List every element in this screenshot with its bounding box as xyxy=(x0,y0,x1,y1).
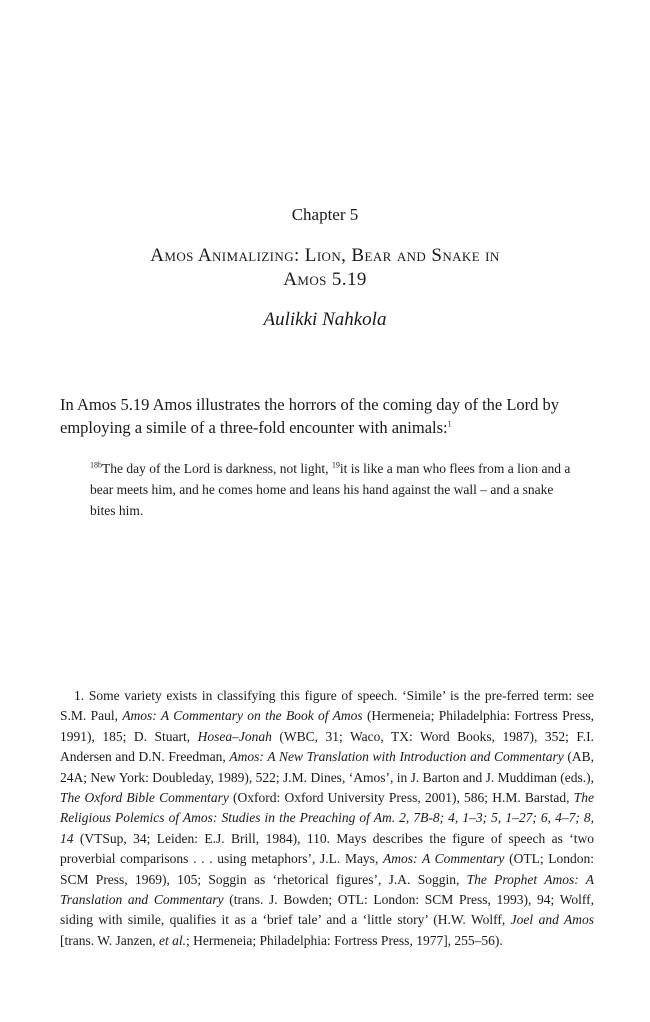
footnote-segment: 1. Some variety exists in classifying this figure of speech. ‘Simile’ is the pre-ferred term: see S.M. Paul, xyxy=(60,688,594,724)
footnote-segment: (VTSup, 34; Leiden: E.J. Brill, 1984), 110. Mays describes the figure of speech as ‘two proverbial comparisons . . . using metaphors’, J.L. Mays, xyxy=(60,830,594,867)
chapter-label: Chapter 5 xyxy=(291,205,359,224)
footnote-segment: (AB, 24A; New York: Doubleday, 1989), 522; J.M. Dines, ‘Amos’, in J. Barton and J. Muddiman (eds.), xyxy=(60,749,594,785)
footnote-segment: ; Hermeneia; Philadelphia: Fortress Press, 1977], 255–56). xyxy=(185,932,503,948)
latin-abbreviation: et al. xyxy=(158,932,186,948)
book-title: The Religious Polemics of Amos: Studies in the Preaching of Am. 2, 7B-8; 4, 1–3; 5, 1–27; 6, 4–7; 8, 14 xyxy=(60,790,594,846)
footnote-segment: (trans. J. Bowden; OTL: London: SCM Press, 1993), 94; Wolff, siding with simile, qualifies it as a ‘brief tale’ and a ‘little story’ (H.W. Wolff, xyxy=(60,892,594,928)
footnote-segment: (WBC, 31; Waco, TX: Word Books, 1987), 352; F.I. Andersen and D.N. Freedman, xyxy=(60,728,594,765)
verse-number: 19 xyxy=(331,460,340,470)
footnote-segment: [trans. W. Janzen, xyxy=(60,932,159,948)
verse-text: it is like a man who flees from a lion and a bear meets him, and he comes home and leans his hand against the wall – and a snake bites him. xyxy=(90,461,571,518)
footnote-segment: (Oxford: Oxford University Press, 2001), 586; H.M. Barstad, xyxy=(228,790,574,806)
book-title: Joel and Amos xyxy=(510,912,594,928)
scripture-quotation xyxy=(90,458,580,521)
chapter-title-line-1: Amos Animalizing: Lion, Bear and Snake in xyxy=(150,245,500,266)
chapter-title xyxy=(90,244,560,292)
book-title: Amos: A New Translation with Introduction and Commentary xyxy=(229,749,564,765)
chapter-author: Aulikki Nahkola xyxy=(263,309,387,330)
verse-text: The day of the Lord is darkness, not light, xyxy=(102,461,332,476)
footnote xyxy=(60,686,594,951)
intro-text: In Amos 5.19 Amos illustrates the horrors of the coming day of the Lord by employing a simile of a three-fold encounter with animals: xyxy=(60,395,560,437)
verse-number: 18b xyxy=(90,460,102,470)
footnote-segment: (Hermeneia; Philadelphia: Fortress Press, 1991), 185; D. Stuart, xyxy=(60,708,595,744)
footnote-segment: (OTL; London: SCM Press, 1969), 105; Soggin as ‘rhetorical figures’, J.A. Soggin, xyxy=(60,851,594,887)
footnote-text xyxy=(60,686,594,951)
book-title: The Prophet Amos: A Translation and Commentary xyxy=(60,871,595,908)
book-title: Amos: A Commentary on the Book of Amos xyxy=(122,708,363,724)
book-title: Hosea–Jonah xyxy=(197,728,272,744)
book-title: Amos: A Commentary xyxy=(383,851,505,867)
chapter-title-line-2: Amos 5.19 xyxy=(283,269,367,290)
intro-paragraph xyxy=(60,393,594,439)
book-title: The Oxford Bible Commentary xyxy=(60,790,229,806)
footnote-reference: 1 xyxy=(447,419,452,429)
